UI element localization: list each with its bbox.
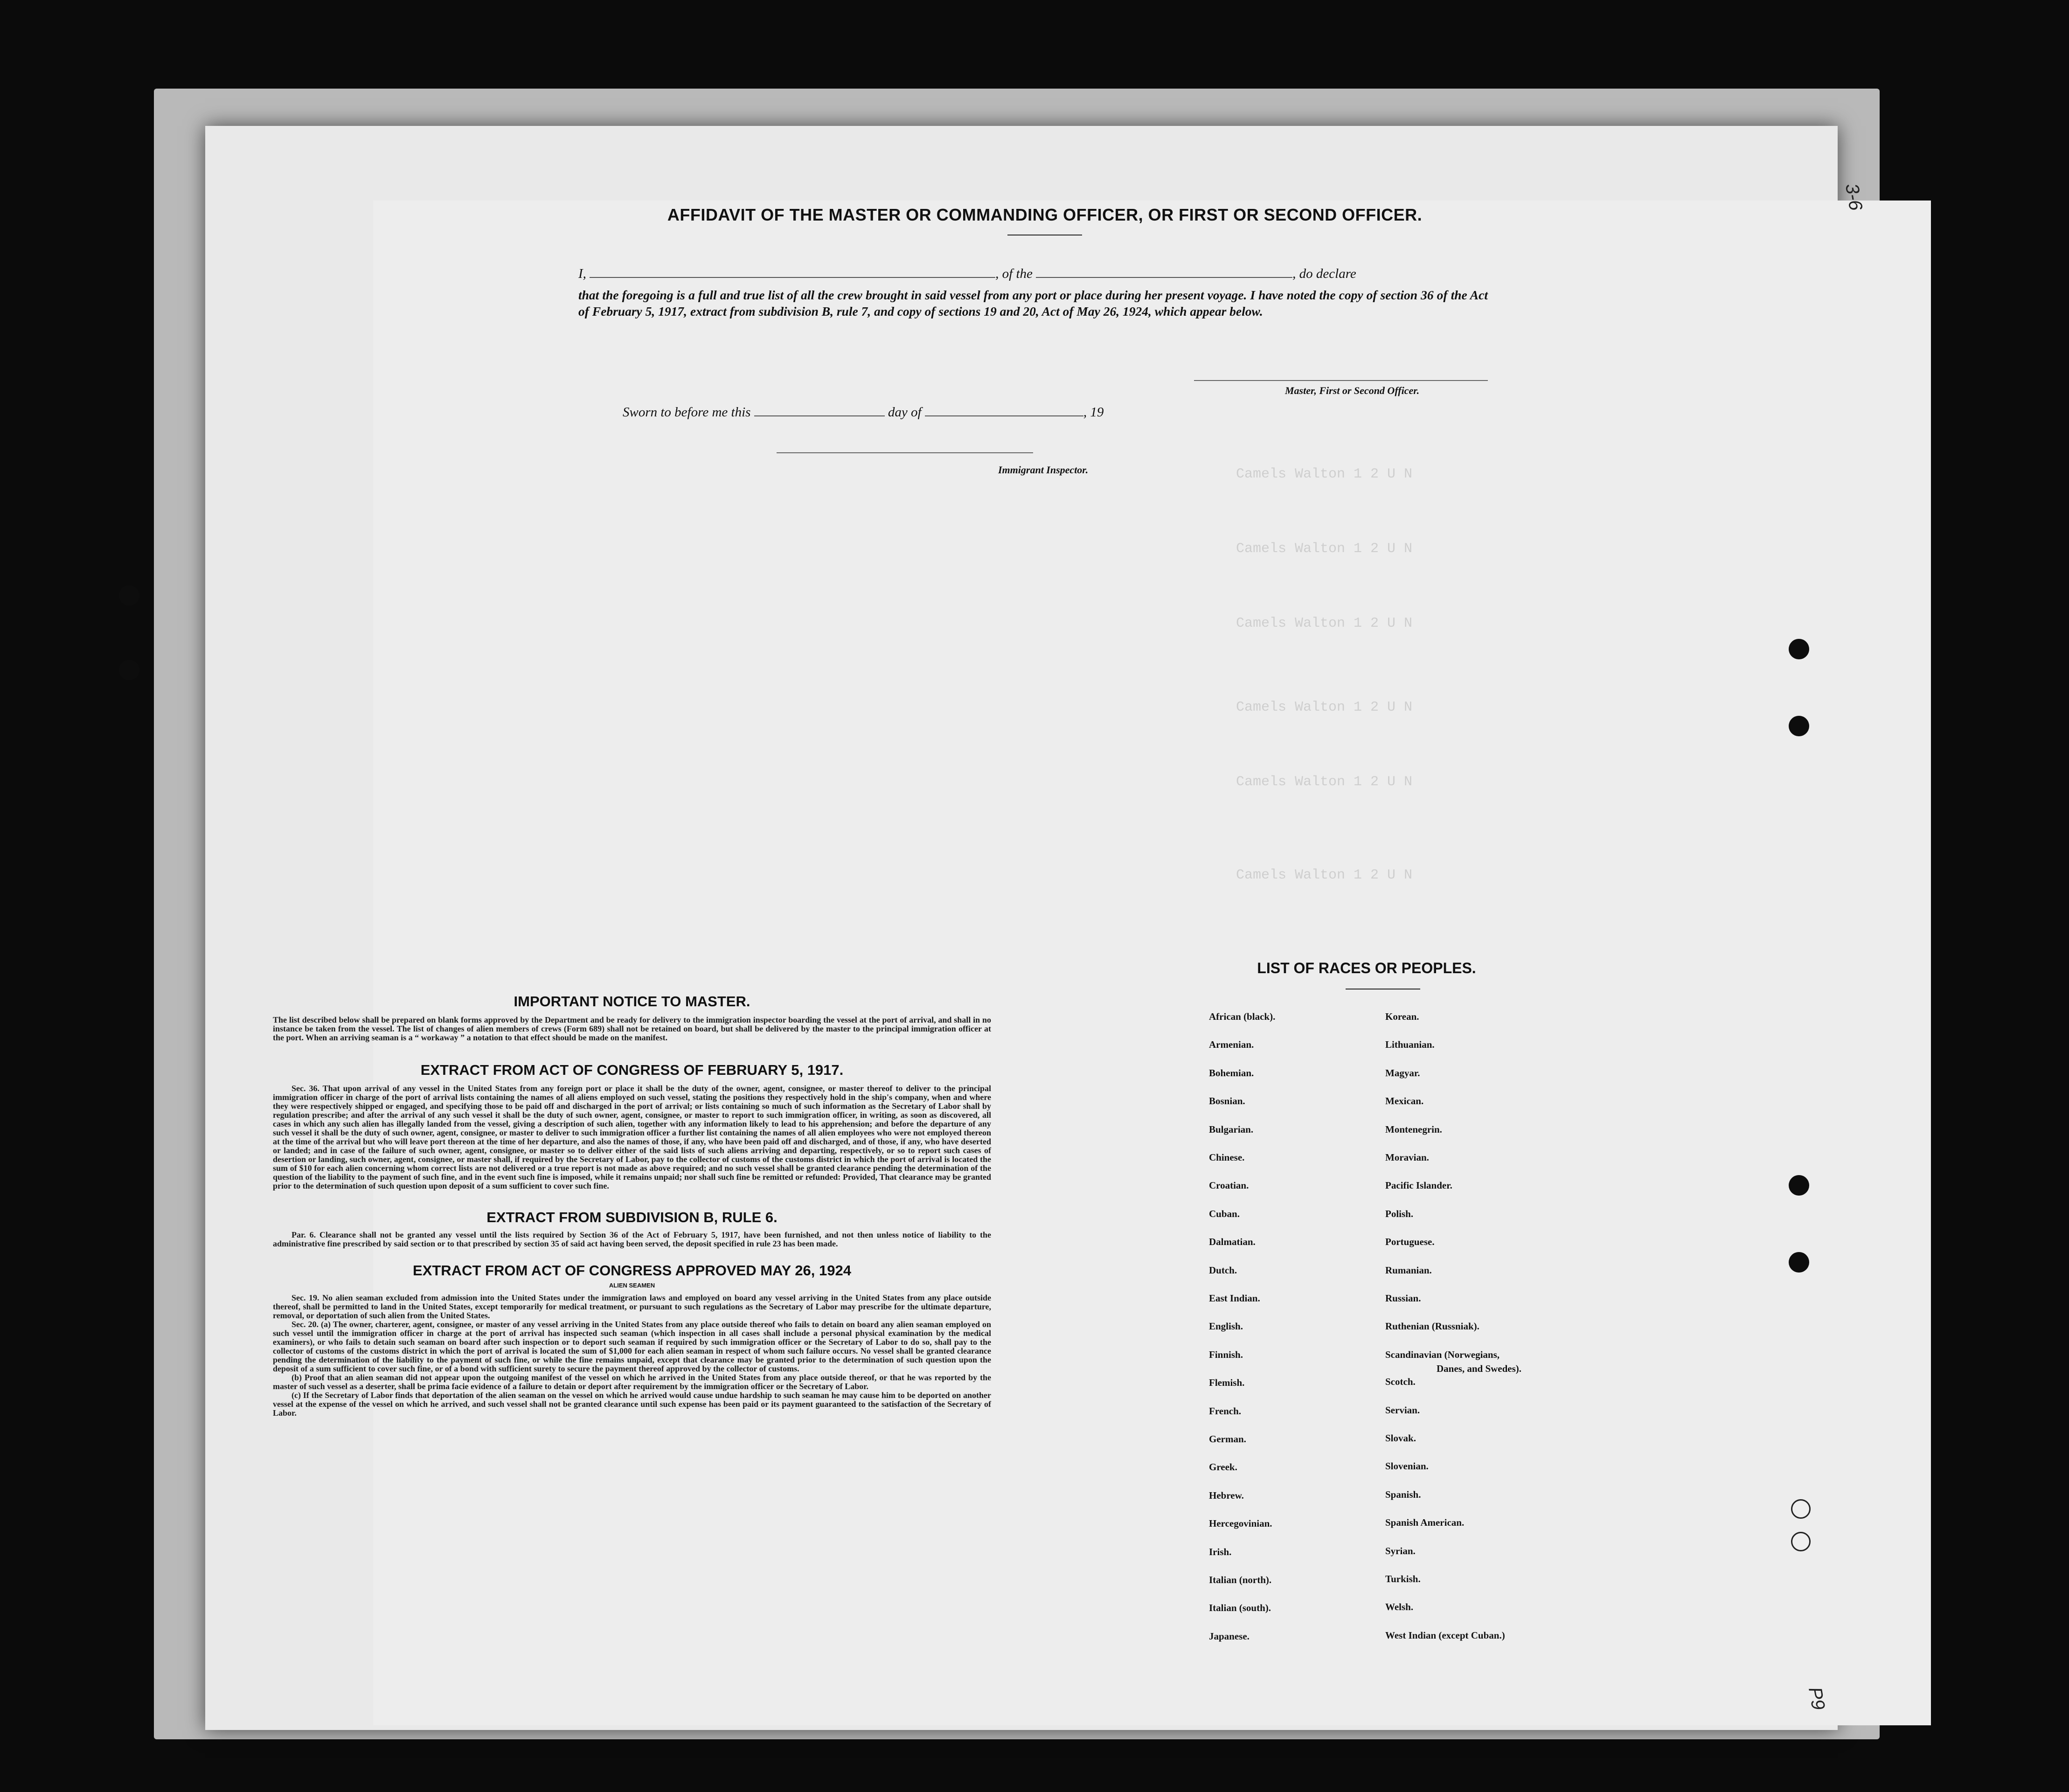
binder-hole <box>119 660 139 680</box>
race-item: English. <box>1209 1321 1243 1332</box>
inspector-signature-label: Immigrant Inspector. <box>998 464 1089 476</box>
race-item: Polish. <box>1385 1208 1414 1219</box>
race-item: Mexican. <box>1385 1095 1424 1107</box>
extract-1924-subtitle: ALIEN SEAMEN <box>609 1282 655 1289</box>
margin-note-top-right: 3-6 <box>1841 182 1867 212</box>
race-item: East Indian. <box>1209 1293 1260 1304</box>
race-item: Croatian. <box>1209 1180 1249 1191</box>
declaration-line <box>578 265 1488 282</box>
race-item: Finnish. <box>1209 1349 1243 1360</box>
race-item: Cuban. <box>1209 1208 1240 1219</box>
race-item: Chinese. <box>1209 1152 1245 1163</box>
declaration-end: , do declare <box>1292 266 1356 281</box>
affidavit-title: AFFIDAVIT OF THE MASTER OR COMMANDING OFFICER, OR FIRST OR SECOND OFFICER. <box>667 205 1423 224</box>
section-20a: Sec. 20. (a) The owner, charterer, agent, consignee, or master of any vessel arriving in the United States from any place outside thereof who fails to detain on board any alien seaman employed on such vessel until the immigration officer in charge at the port of arrival has inspected such seaman (which inspection in all cases shall include a personal physical examination by the medical examiners), or who fails to detain such seaman on board after such inspection or to deport such seaman if required by such immigration officer or the Secretary of Labor to do so, shall pay to the collector of customs of the customs district in which the port of arrival is located the sum of $1,000 for each alien seaman in respect of whom such failure occurs. No vessel shall be granted clearance pending the determination of the liability to the payment of such fine, or while the fine remains unpaid, except that clearance may be granted prior to the determination of such question upon the deposit of a sum sufficient to cover such fine, or of a bond with sufficient surety to secure the payment thereof approved by the collector of customs. <box>273 1320 991 1373</box>
vessel-blank <box>1036 265 1292 278</box>
bleed-through-text: Camels Walton 1 2 U N <box>1236 616 1413 631</box>
sworn-start: Sworn to before me this <box>623 405 751 420</box>
sworn-line <box>623 403 1532 421</box>
binder-hole <box>1789 716 1809 736</box>
race-item: Scotch. <box>1385 1376 1416 1388</box>
race-item: Italian (north). <box>1209 1574 1272 1585</box>
races-title: LIST OF RACES OR PEOPLES. <box>1257 960 1476 976</box>
race-item: Bulgarian. <box>1209 1123 1254 1135</box>
race-item: Portuguese. <box>1385 1236 1435 1248</box>
extract-1924-title: EXTRACT FROM ACT OF CONGRESS APPROVED MAY 26, 1924 <box>413 1262 851 1279</box>
bleed-through-text: Camels Walton 1 2 U N <box>1236 867 1413 883</box>
declaration-start: I, <box>578 266 586 281</box>
race-item: Lithuanian. <box>1385 1039 1435 1051</box>
notice-title: IMPORTANT NOTICE TO MASTER. <box>514 993 750 1010</box>
race-item: Pacific Islander. <box>1385 1180 1452 1191</box>
race-item: Magyar. <box>1385 1067 1420 1079</box>
notice-column <box>273 993 991 1418</box>
race-item: German. <box>1209 1433 1246 1445</box>
affidavit-page <box>205 126 1838 1730</box>
race-item: Russian. <box>1385 1293 1421 1304</box>
month-blank <box>925 403 1083 416</box>
binder-hole <box>1791 1532 1811 1551</box>
binder-hole <box>1791 1499 1811 1519</box>
race-item: West Indian (except Cuban.) <box>1385 1629 1505 1641</box>
race-item: Dutch. <box>1209 1264 1237 1276</box>
race-item: Hebrew. <box>1209 1489 1244 1501</box>
race-item: Bosnian. <box>1209 1095 1245 1107</box>
race-item: Montenegrin. <box>1385 1123 1442 1135</box>
inspector-signature-line <box>777 452 1033 453</box>
sworn-year: , 19 <box>1083 405 1104 420</box>
race-item: Italian (south). <box>1209 1602 1271 1614</box>
race-item: Slovenian. <box>1385 1460 1429 1472</box>
bleed-through-text: Camels Walton 1 2 U N <box>1236 541 1413 557</box>
bleed-through-text: Camels Walton 1 2 U N <box>1236 699 1413 715</box>
race-item: Scandinavian (Norwegians, <box>1385 1349 1500 1360</box>
race-item: Danes, and Swedes). <box>1437 1363 1522 1374</box>
name-blank <box>590 265 995 278</box>
subdivision-b-title: EXTRACT FROM SUBDIVISION B, RULE 6. <box>486 1209 778 1225</box>
race-item: Syrian. <box>1385 1545 1416 1557</box>
race-item: Dalmatian. <box>1209 1236 1256 1248</box>
race-item: Turkish. <box>1385 1573 1421 1584</box>
race-item: Welsh. <box>1385 1601 1414 1613</box>
extract-1917-body: Sec. 36. That upon arrival of any vessel in the United States from any foreign port or place it shall be the duty of the owner, agent, consignee, or master thereof to deliver to the principal immigration officer in charge of the port of arrival lists containing the names of all aliens employed on such vessel, stating the positions they respectively hold in the ship's company, when and where they were respectively shipped or engaged, and specifying those to be paid off and discharged in the port of arrival; or lists containing so much of such information as the Secretary of Labor shall by regulation prescribe; and after the arrival of any such vessel it shall be the duty of such owner, agent, consignee, or master to report to such immigration officer, in writing, as soon as discovered, all cases in which any such alien has illegally landed from the vessel, giving a description of such alien, together with any information likely to lead to his apprehension; and before the departure of any such vessel it shall be the duty of such owner, agent, consignee, or master to deliver to such immigration officer a further list containing the names of all alien employees who were not employed thereon at the time of the arrival but who will leave port thereon at the time of her departure, and also the names of those, if any, who have been paid off and discharged, and of those, if any, who have deserted or landed; and in case of the failure of such owner, agent, consignee, or master so to deliver either of the said lists of such aliens arriving and departing, respectively, or so to report such cases of desertion or landing, such owner, agent, consignee, or master shall, if required by the Secretary of Labor, pay to the collector of customs of the customs district in which the port of arrival is located the sum of $10 for each alien concerning whom correct lists are not delivered or a true report is not made as above required; and no such vessel shall be granted clearance pending the determination of the question of the liability to the payment of such fine, and in the event such fine is imposed, while it remains unpaid; nor shall such fine be remitted or refunded: Provided, That clearance may be granted prior to the determination of such question upon deposit of a sum sufficient to cover such fine. <box>273 1084 991 1190</box>
extract-1917-title: EXTRACT FROM ACT OF CONGRESS OF FEBRUARY 5, 1917. <box>420 1062 844 1078</box>
page-body <box>373 201 1931 1725</box>
race-item: French. <box>1209 1405 1242 1417</box>
section-20c: (c) If the Secretary of Labor finds that deportation of the alien seaman on the vessel on which he arrived would cause undue hardship to such seaman he may cause him to be deported on another vessel at the expense of the vessel on which he arrived, and such vessel shall not be granted clearance until such expense has been paid or its payment guaranteed to the satisfaction of the Secretary of Labor. <box>273 1391 991 1418</box>
binder-hole <box>1789 639 1809 659</box>
race-item: Hercegovinian. <box>1209 1518 1272 1529</box>
race-item: Spanish. <box>1385 1488 1421 1500</box>
bleed-through-text: Camels Walton 1 2 U N <box>1236 774 1413 790</box>
bleed-through-text: Camels Walton 1 2 U N <box>1236 466 1413 482</box>
race-item: Bohemian. <box>1209 1067 1254 1079</box>
section-19: Sec. 19. No alien seaman excluded from admission into the United States under the immigration laws and employed on board any vessel arriving in the United States from any place outside thereof, shall be permitted to land in the United States, except temporarily for medical treatment, or pursuant to such regulations as the Secretary of Labor may prescribe for the ultimate departure, removal, or deportation of such alien from the United States. <box>273 1293 991 1320</box>
race-item: Servian. <box>1385 1404 1420 1416</box>
subdivision-b-body: Par. 6. Clearance shall not be granted any vessel until the lists required by Section 36 of the Act of February 5, 1917, have been furnished, and not then unless notice of liability to the administrative fine prescribed by said section or to that prescribed by section 35 of said act having been served, the deposit specified in rule 23 has been made. <box>273 1230 991 1248</box>
race-item: Rumanian. <box>1385 1264 1432 1276</box>
binder-hole <box>1789 1175 1809 1196</box>
binder-hole <box>119 585 139 606</box>
race-item: Moravian. <box>1385 1152 1429 1163</box>
race-item: Korean. <box>1385 1011 1419 1022</box>
notice-body: The list described below shall be prepared on blank forms approved by the Department and be ready for delivery to the immigration inspector boarding the vessel at the port of arrival, and shall in no instance be taken from the vessel. The list of changes of alien members of crews (Form 689) shall not be retained on board, but shall be delivered by the master to the principal immigration officer at the port. When an arriving seaman is a “ workaway ” a notation to that effect should be made on the manifest. <box>273 1015 991 1042</box>
race-item: Flemish. <box>1209 1377 1245 1389</box>
master-signature-line <box>1194 380 1488 381</box>
master-signature-label: Master, First or Second Officer. <box>1285 385 1420 396</box>
race-item: African (black). <box>1209 1011 1276 1022</box>
sworn-day: day of <box>888 405 922 420</box>
race-item: Spanish American. <box>1385 1517 1465 1529</box>
race-item: Ruthenian (Russniak). <box>1385 1321 1479 1332</box>
binder-hole <box>1789 1252 1809 1273</box>
race-item: Greek. <box>1209 1461 1237 1473</box>
race-item: Japanese. <box>1209 1630 1250 1642</box>
affidavit-body: that the foregoing is a full and true list of all the crew brought in said vessel from any port or place during her present voyage. I have noted the copy of section 36 of the Act of February 5, 1917, extract from subdivision B, rule 7, and copy of sections 19 and 20, Act of May 26, 1924, which appear below. <box>578 288 1488 318</box>
race-item: Armenian. <box>1209 1039 1254 1051</box>
section-20b: (b) Proof that an alien seaman did not appear upon the outgoing manifest of the vessel on which he arrived in the United States from any place outside thereof, or that he was reported by the master of such vessel as a deserter, shall be prima facie evidence of a failure to detain or deport after requirement by the immigration officer or the Secretary of Labor. <box>273 1373 991 1391</box>
declaration-mid: , of the <box>995 266 1033 281</box>
race-item: Irish. <box>1209 1546 1232 1557</box>
margin-note-bottom-right: P9 <box>1805 1685 1829 1712</box>
race-item: Slovak. <box>1385 1432 1416 1444</box>
day-blank <box>754 403 885 416</box>
